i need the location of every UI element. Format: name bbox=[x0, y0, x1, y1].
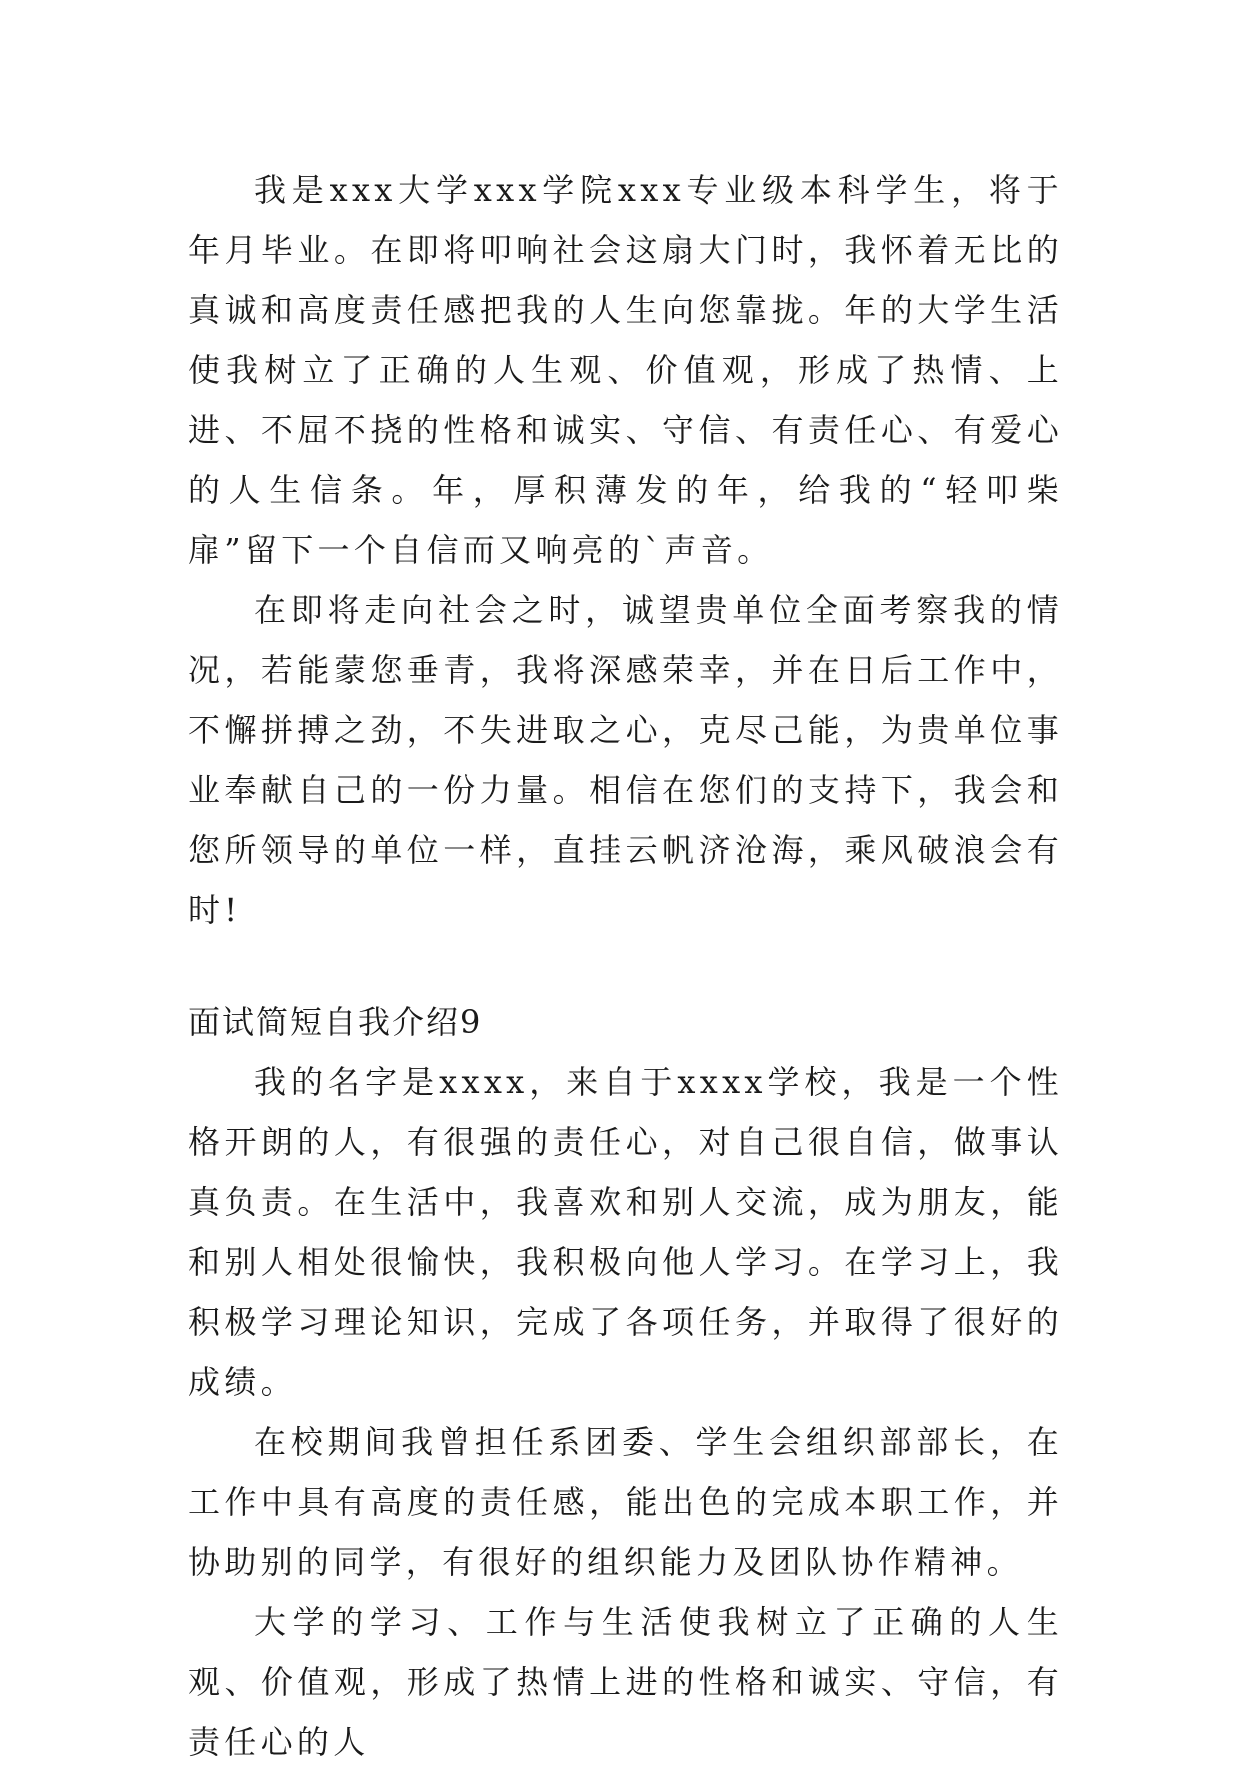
document-body bbox=[188, 160, 1063, 1772]
section-heading: 面试简短自我介绍9 bbox=[188, 1003, 483, 1041]
paragraph-campus-roles: 在校期间我曾担任系团委、学生会组织部部长，在工作中具有高度的责任感，能出色的完成本职工作，并协助别的同学，有很好的组织能力及团队协作精神。 bbox=[188, 1423, 1063, 1581]
paragraph-values: 大学的学习、工作与生活使我树立了正确的人生观、价值观，形成了热情上进的性格和诚实、守信，有责任心的人 bbox=[188, 1603, 1063, 1761]
paragraph-self-intro: 我是xxx大学xxx学院xxx专业级本科学生，将于年月毕业。在即将叩响社会这扇大门时，我怀着无比的真诚和高度责任感把我的人生向您靠拢。年的大学生活使我树立了正确的人生观、价值观，形成了热情、上进、不屈不挠的性格和诚实、守信、有责任心、有爱心的人生信条。年，厚积薄发的年，给我的“轻叩柴扉”留下一个自信而又响亮的`声音。 bbox=[188, 171, 1063, 569]
paragraph-personality: 我的名字是xxxx，来自于xxxx学校，我是一个性格开朗的人，有很强的责任心，对自己很自信，做事认真负责。在生活中，我喜欢和别人交流，成为朋友，能和别人相处很愉快，我积极向他人学习。在学习上，我积极学习理论知识，完成了各项任务，并取得了很好的成绩。 bbox=[188, 1063, 1063, 1401]
paragraph-closing-wish: 在即将走向社会之时，诚望贵单位全面考察我的情况，若能蒙您垂青，我将深感荣幸，并在日后工作中，不懈拼搏之劲，不失进取之心，克尽己能，为贵单位事业奉献自己的一份力量。相信在您们的支持下，我会和您所领导的单位一样，直挂云帆济沧海，乘风破浪会有时! bbox=[188, 591, 1063, 929]
